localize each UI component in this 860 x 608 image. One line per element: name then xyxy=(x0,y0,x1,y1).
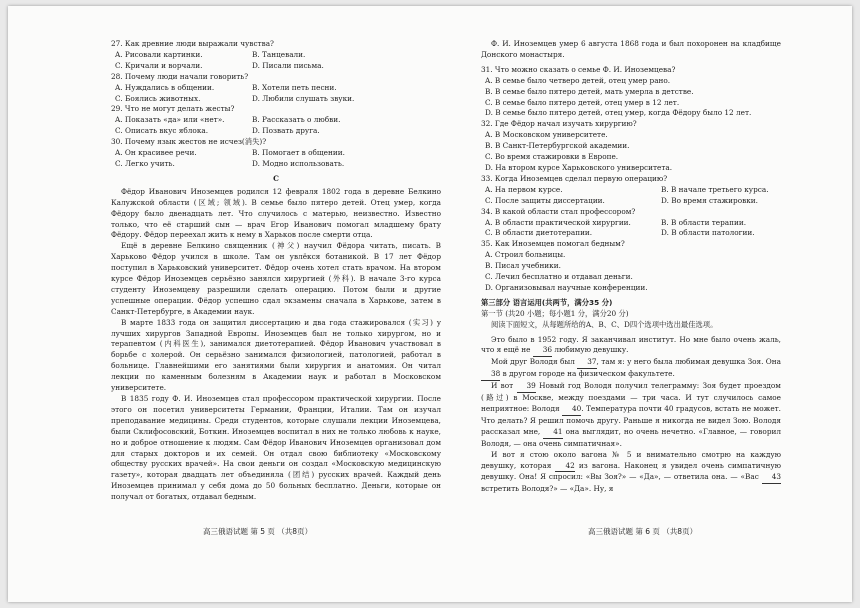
instructions: 阅读下面短文，从每题所给的A、B、C、D四个选项中选出最佳选项。 xyxy=(491,319,718,329)
question-29: 29. Что не могут делать жесты? xyxy=(111,104,235,114)
option: A. Рисовали картинки. xyxy=(115,49,203,59)
option: C. В семье было пятеро детей, отец умер в 12 лет. xyxy=(485,97,680,107)
question-31: 31. Что можно сказать о семье Ф. И. Иноземцева? xyxy=(481,64,676,74)
cloze-text: она выглядит, но очень нечетно. «Главное, — говорил Володя, — она очень симпатичная». xyxy=(481,426,781,448)
q30-options-row-2 xyxy=(111,159,441,170)
cloze-text: в другом городе на физическом факультете. xyxy=(502,369,675,379)
option: D. Модно использовать. xyxy=(252,158,345,168)
option: B. Хотели петь песни. xyxy=(252,82,337,92)
question-28: 28. Почему люди начали говорить? xyxy=(111,71,249,81)
left-page xyxy=(111,39,441,503)
cloze-text: любимую девушку. xyxy=(554,345,629,355)
option: A. Он красивее речи. xyxy=(115,148,197,158)
cloze-text: , там я: у него была любимая девушка Зоя. Она xyxy=(596,357,781,367)
cloze-paragraph-3 xyxy=(481,381,781,449)
option: D. На втором курсе Харьковского университета. xyxy=(485,162,673,172)
option: D. Писали письма. xyxy=(252,60,324,70)
option: B. В начале третьего курса. xyxy=(661,184,769,194)
cloze-paragraph-2 xyxy=(481,357,781,381)
option: A. В области практической хирургии. xyxy=(485,217,631,227)
passage-ending: Ф. И. Иноземцев умер 6 августа 1868 года и был похоронен на кладбище Донского монастыря. xyxy=(481,39,781,59)
blank-39: 39 xyxy=(517,381,536,393)
option: C. После защиты диссертации. xyxy=(485,195,605,205)
question-32: 32. Где Фёдор начал изучать хирургию? xyxy=(481,119,637,129)
option: C. Кричали и ворчали. xyxy=(115,60,203,70)
question-30: 30. Почему язык жестов не исчез(消失)? xyxy=(111,137,267,147)
option: A. Строил больницы. xyxy=(485,250,566,260)
page-footer-6: 高三俄语试题 第 6 页 （共8页） xyxy=(588,527,698,536)
right-page xyxy=(481,39,781,495)
option: D. Любили слушать звуки. xyxy=(252,93,355,103)
blank-37: 37 xyxy=(577,357,596,369)
blank-38: 38 xyxy=(481,369,500,381)
passage-paragraph-4: В 1835 году Ф. И. Иноземцев стал профессором практической хирургии. После этого он посетил университеты Германии, Франции, Италии. Там он изучал преподавание медицины. Среди студентов, которые слушали лекции Иноземцева, были Склифосовский, Боткин. Иноземцев воспитал в них не только любовь к науке, но и доброе отношение к людям. Сам Фёдор Иванович Иноземцев организовал дом для старых докторов и их семей. Он отдал свою библиотеку «Московскому обществу русских врачей». На свои деньги он создал «Московскую медицинскую газету», которая двадцать лет объединяла (团结) русских врачей. Каждый день Иноземцев принимал у себя дома до 50 больных бесплатно. Деньги, которые он получал от богатых, отдавал бедным. xyxy=(111,394,441,502)
option: A. Показать «да» или «нет». xyxy=(115,115,225,125)
cloze-text: И вот я стою около вагона № 5 и внимательно смотрю на каждую девушку, которая xyxy=(481,449,781,470)
option: B. Помогает в общении. xyxy=(252,148,345,158)
cloze-text: Это было в 1952 году. Я заканчивал институт. Но мне было очень жаль, что я ещё не xyxy=(481,334,781,355)
option: D. В области патологии. xyxy=(661,228,755,238)
option: A. В семье было четверо детей, отец умер рано. xyxy=(485,75,671,85)
q27-options-row-2 xyxy=(111,61,441,72)
option: B. Танцевали. xyxy=(252,49,306,59)
option: C. Описать вкус яблока. xyxy=(115,126,209,136)
option: A. В Московском университете. xyxy=(485,130,608,140)
option: B. Рассказать о любви. xyxy=(252,115,341,125)
option: B. В Санкт-Петербургской академии. xyxy=(485,141,630,151)
passage-paragraph-3: В марте 1833 года он защитил диссертацию и два года стажировался (实习) у лучших хирургов Западной Европы. Иноземцев был не только хирургом, но и терапевтом (内科医生), занимался диетотерапией. Фёдор Иванович участвовал в борьбе с холерой. Он серьёзно занимался физиологией, патологией, работал в больнице. Главнейшими его занятиями были хирургия и анатомия. Он читал лекции по каменным болезням в Академии наук и работал в Московском университете. xyxy=(111,317,441,393)
question-33: 33. Когда Иноземцев сделал первую операцию? xyxy=(481,173,668,183)
q34-options-row-2 xyxy=(481,228,781,239)
option: A. На первом курсе. xyxy=(485,184,563,194)
q33-options-row-2 xyxy=(481,196,781,207)
cloze-text: встретить Володя?» — «Да». Ну, я xyxy=(481,484,614,494)
q28-options-row-1 xyxy=(111,83,441,94)
q30-options-row-1 xyxy=(111,148,441,159)
option: B. Писал учебники. xyxy=(485,261,561,271)
blank-41: 41 xyxy=(543,427,562,439)
blank-42: 42 xyxy=(555,461,574,473)
option: B. В семье было пятеро детей, мать умерла в детстве. xyxy=(485,86,694,96)
option: C. Легко учить. xyxy=(115,158,175,168)
cloze-text: . Температура почти 40 градусов, встать не может. Что делать? Я решил помочь другу. Раньше я никогда не видел Зою. Володя рассказал мне, xyxy=(481,404,781,436)
q34-options-row-1 xyxy=(481,218,781,229)
cloze-text: Новый год Володя получил телеграмму: Зоя будет проездом (路过) в Москве, между поездами — три часа. И тут случилось самое неприятное: Володя xyxy=(481,381,781,413)
page-footer-5: 高三俄语试题 第 5 页 （共8页） xyxy=(203,527,313,536)
option: B. В области терапии. xyxy=(661,217,747,227)
passage-paragraph-1: Фёдор Иванович Иноземцев родился 12 февраля 1802 года в деревне Белкино Калужской области (区域; 领域). В семье было пятеро детей. Отец умер, когда Фёдору было двенадцать лет. Что случилось с матерью, неизвестно. Известно только, что её старший сын — врач Егор Иванович помогал младшему брату Фёдору. Фёдор переехал жить к нему в Харьков после смерти отца. xyxy=(111,186,441,240)
option: D. Позвать друга. xyxy=(252,126,320,136)
q33-options-row-1 xyxy=(481,185,781,196)
blank-40: 40 xyxy=(562,404,581,416)
cloze-text: Мой друг Володя был xyxy=(491,357,575,367)
q29-options-row-1 xyxy=(111,115,441,126)
question-34: 34. В какой области стал профессором? xyxy=(481,206,636,216)
q27-options-row-1 xyxy=(111,50,441,61)
q28-options-row-2 xyxy=(111,94,441,105)
option: D. Во время стажировки. xyxy=(661,195,758,205)
section-one-heading: 第一节 (共20 小题；每小题1 分，满分20 分) xyxy=(481,308,629,318)
option: D. В семье было пятеро детей, отец умер, когда Фёдору было 12 лет. xyxy=(485,108,752,118)
option: D. Организовывал научные конференции. xyxy=(485,282,648,292)
option: C. Боялись животных. xyxy=(115,93,201,103)
passage-paragraph-2: Ещё в деревне Белкино священник (神父) научил Фёдора читать, писать. В Харьково Фёдор учился в школе. Там он увлёкся ботаникой. В 17 лет Фёдор поступил в Харьковский университет. Фёдор очень хотел стать врачом. На втором курсе Фёдор Иноземцев серьёзно занялся хирургией (外科). В начале 3-го курса студенту Иноземцеву разрешили сделать операцию. Потом были и другие успешные операции. Фёдор успешно сдал экзамены сначала в Харькове, затем в Санкт-Петербурге, в Академии наук. xyxy=(111,241,441,316)
question-27: 27. Как древние люди выражали чувства? xyxy=(111,39,274,48)
blank-36: 36 xyxy=(533,345,552,357)
exam-sheet xyxy=(8,6,852,602)
option: C. В области диетотерапии. xyxy=(485,228,593,238)
option: A. Нуждались в общении. xyxy=(115,82,215,92)
part-three-heading: 第三部分 语言运用(共两节，满分35 分) xyxy=(481,297,613,307)
cloze-text: И вот xyxy=(491,381,514,391)
cloze-paragraph-4 xyxy=(481,450,781,496)
cloze-text: из вагона. Наконец я увидел очень симпатичную девушку. Она! Я спросил: «Вы Зоя?» — «Да», — ответила она. — «Вас xyxy=(481,460,782,482)
option: C. Во время стажировки в Европе. xyxy=(485,152,619,162)
q29-options-row-2 xyxy=(111,126,441,137)
section-c-heading: C xyxy=(273,173,279,183)
cloze-paragraph-1 xyxy=(481,335,781,358)
question-35: 35. Как Иноземцев помогал бедным? xyxy=(481,239,625,249)
option: C. Лечил бесплатно и отдавал деньги. xyxy=(485,272,633,282)
blank-43: 43 xyxy=(762,472,781,484)
